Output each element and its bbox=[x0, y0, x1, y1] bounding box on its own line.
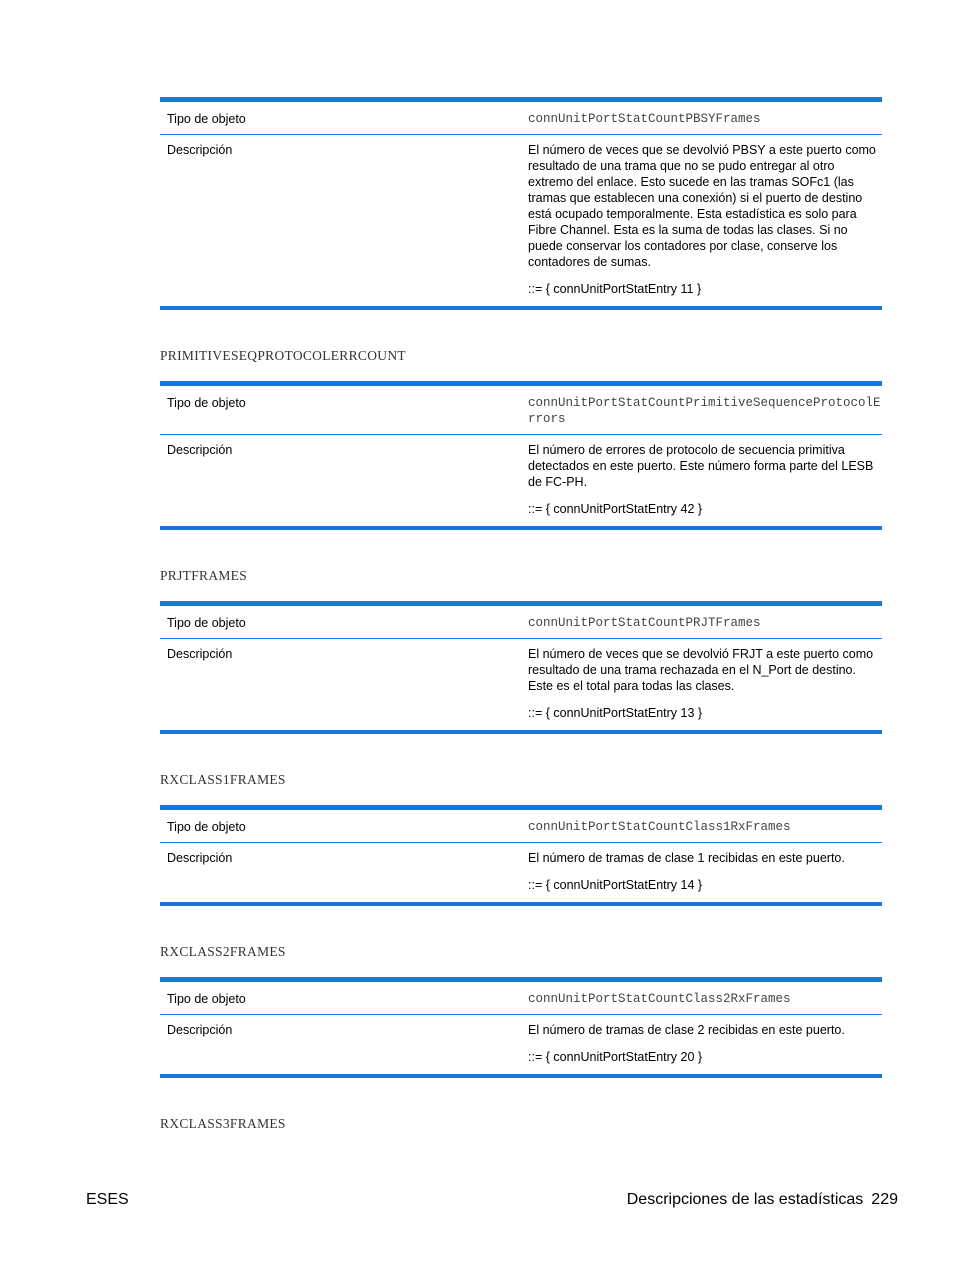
section-heading: RXCLASS2FRAMES bbox=[160, 944, 286, 959]
description-text: El número de veces que se devolvió PBSY a este puerto como resultado de una trama que no se pudo entregar al otro extremo del enlace. Esto sucede en las tramas SOFc1 (las tramas que establecen una conexión) si el puerto de destino está ocupado temporalmente. Esta estadística es solo para Fibre Channel. Esta es la suma de todas las clases. Si no puede conservar los contadores por clase, conserve los contadores de sumas. bbox=[528, 143, 876, 269]
section-rxclass3-frames bbox=[160, 1116, 882, 1132]
description-text: El número de veces que se devolvió FRJT a este puerto como resultado de una trama rechazada en el N_Port de destino. Este es el total para todas las clases. bbox=[528, 647, 874, 693]
entry-text: ::= { connUnitPortStatEntry 20 } bbox=[528, 1050, 703, 1064]
section-primitive-seq bbox=[160, 348, 882, 530]
description-cell bbox=[528, 135, 882, 309]
object-type-value: connUnitPortStatCountClass1RxFrames bbox=[528, 808, 882, 843]
description-text: El número de errores de protocolo de secuencia primitiva detectados en este puerto. Este número forma parte del LESB de FC-PH. bbox=[528, 443, 874, 489]
section-rxclass2-frames bbox=[160, 944, 882, 1078]
description-cell bbox=[528, 639, 882, 733]
footer-locale: ESES bbox=[86, 1191, 129, 1208]
section-heading: RXCLASS1FRAMES bbox=[160, 772, 286, 787]
object-table bbox=[160, 381, 882, 530]
object-type-label: Tipo de objeto bbox=[160, 100, 528, 135]
entry-text: ::= { connUnitPortStatEntry 14 } bbox=[528, 878, 703, 892]
description-label: Descripción bbox=[167, 851, 233, 865]
description-cell bbox=[528, 1015, 882, 1077]
entry-text: ::= { connUnitPortStatEntry 13 } bbox=[528, 706, 703, 720]
object-type-value: connUnitPortStatCountPRJTFrames bbox=[528, 604, 882, 639]
object-type-label: Tipo de objeto bbox=[160, 980, 528, 1015]
object-type-value: connUnitPortStatCountClass2RxFrames bbox=[528, 980, 882, 1015]
object-type-value: connUnitPortStatCountPrimitiveSequenceProtocolErrors bbox=[528, 384, 882, 435]
entry-text: ::= { connUnitPortStatEntry 11 } bbox=[528, 282, 702, 296]
object-table bbox=[160, 805, 882, 906]
page-number: 229 bbox=[871, 1191, 898, 1208]
section-pbsy-frames bbox=[160, 97, 882, 310]
object-type-label: Tipo de objeto bbox=[160, 808, 528, 843]
description-cell bbox=[528, 843, 882, 905]
description-text: El número de tramas de clase 2 recibidas en este puerto. bbox=[528, 1023, 845, 1037]
object-type-label: Tipo de objeto bbox=[160, 604, 528, 639]
object-table bbox=[160, 601, 882, 734]
description-text: El número de tramas de clase 1 recibidas en este puerto. bbox=[528, 851, 845, 865]
document-body bbox=[160, 97, 882, 1132]
object-table bbox=[160, 977, 882, 1078]
object-type-label: Tipo de objeto bbox=[160, 384, 528, 435]
description-label: Descripción bbox=[167, 143, 233, 157]
footer-title-group bbox=[627, 1191, 898, 1209]
section-rxclass1-frames bbox=[160, 772, 882, 906]
description-label: Descripción bbox=[167, 647, 233, 661]
section-heading: PRJTFRAMES bbox=[160, 568, 248, 583]
section-prjt-frames bbox=[160, 568, 882, 734]
description-label: Descripción bbox=[167, 1023, 233, 1037]
section-heading: RXCLASS3FRAMES bbox=[160, 1116, 286, 1131]
footer-title: Descripciones de las estadísticas bbox=[626, 1191, 864, 1208]
description-label: Descripción bbox=[167, 443, 233, 457]
object-table bbox=[160, 97, 882, 310]
object-type-value: connUnitPortStatCountPBSYFrames bbox=[528, 100, 882, 135]
description-cell bbox=[528, 435, 882, 529]
entry-text: ::= { connUnitPortStatEntry 42 } bbox=[528, 502, 703, 516]
section-heading: PRIMITIVESEQPROTOCOLERRCOUNT bbox=[160, 348, 406, 363]
